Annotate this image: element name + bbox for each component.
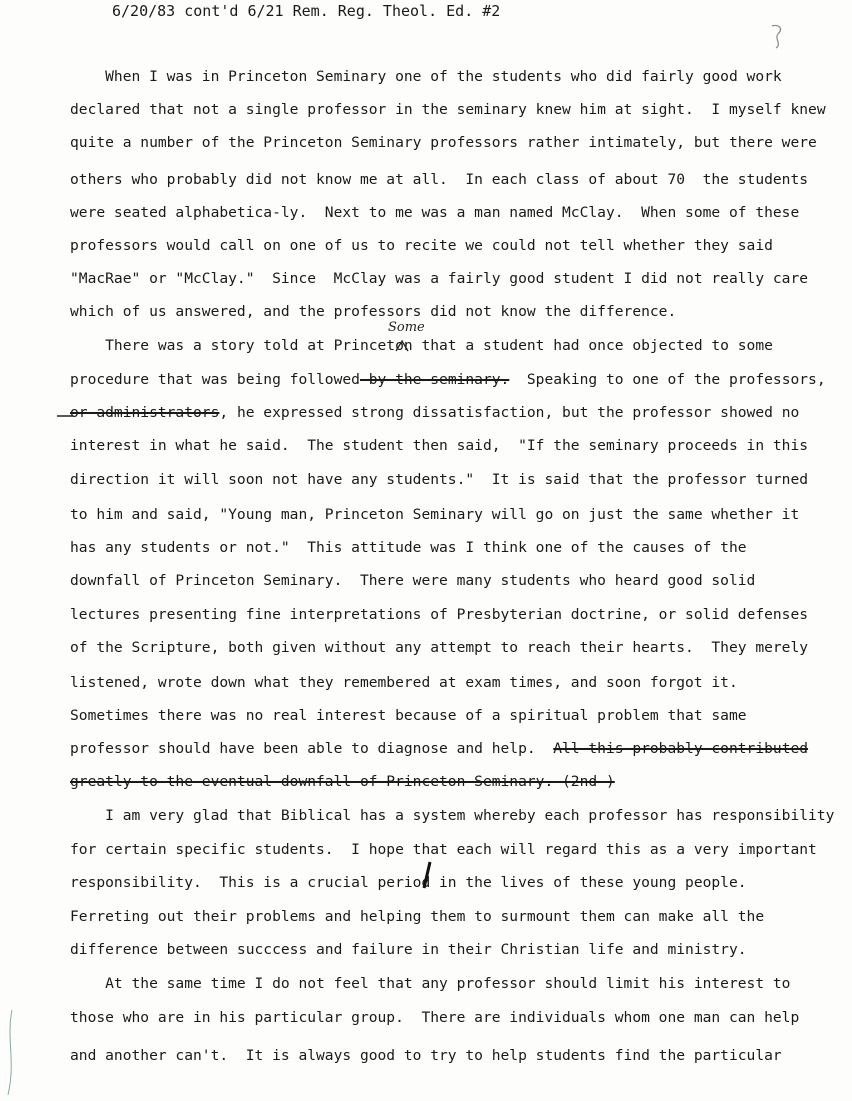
body-line: When I was in Princeton Seminary one of the students who did fairly good work: [70, 68, 782, 85]
body-line: were seated alphabetica-ly. Next to me was a man named McClay. When some of these: [70, 204, 800, 221]
body-line-struck: [70, 772, 615, 792]
body-line: professors would call on one of us to recite we could not tell whether they said: [70, 237, 773, 254]
body-line: has any students or not." This attitude was I think one of the causes of the: [70, 539, 747, 556]
text: Speaking to one of the professors,: [509, 371, 826, 388]
body-line: others who probably did not know me at all. In each class of about 70 the students: [70, 171, 809, 188]
body-line-with-strike: [70, 403, 799, 423]
body-line: lectures presenting fine interpretations of Presbyterian doctrine, or solid defenses: [70, 606, 809, 623]
body-line: declared that not a single professor in the seminary knew him at sight. I myself knew: [70, 101, 826, 118]
struck-text: greatly to the eventual downfall of Princeton Seminary. (2nd ): [70, 773, 615, 790]
handwritten-slash-mark: [420, 860, 434, 890]
body-line: interest in what he said. The student then said, "If the seminary proceeds in this: [70, 437, 809, 454]
page-header: 6/20/83 cont'd 6/21 Rem. Reg. Theol. Ed. #2: [112, 2, 501, 20]
struck-text: or administrators: [70, 404, 220, 421]
body-line: direction it will soon not have any students." It is said that the professor turned: [70, 471, 809, 488]
margin-mark: [2, 1000, 22, 1100]
body-line: to him and said, "Young man, Princeton Seminary will go on just the same whether it: [70, 506, 800, 523]
body-line: Ferreting out their problems and helping them to surmount them can make all the: [70, 908, 765, 925]
text: procedure that was being followed: [70, 371, 360, 388]
body-line: which of us answered, and the professors did not know the difference.: [70, 303, 677, 320]
strike-lead-mark: [55, 412, 75, 420]
body-line: and another can't. It is always good to try to help students find the particular: [70, 1047, 782, 1064]
struck-text: by the seminary.: [359, 371, 510, 388]
body-line: Sometimes there was no real interest because of a spiritual problem that same: [70, 707, 747, 724]
body-line: listened, wrote down what they remembered at exam times, and soon forgot it.: [70, 674, 738, 691]
text: professor should have been able to diagnose and help.: [70, 740, 554, 757]
body-line: responsibility. This is a crucial period in the lives of these young people.: [70, 874, 747, 891]
body-line: those who are in his particular group. There are individuals whom one man can help: [70, 1009, 800, 1026]
body-line-with-strike: [70, 370, 826, 390]
struck-text: All this probably contributed: [553, 740, 809, 757]
body-line: downfall of Princeton Seminary. There were many students who heard good solid: [70, 572, 756, 589]
handwritten-insert-some: Some: [388, 320, 425, 335]
caret-insert-mark: [392, 335, 412, 355]
body-line: At the same time I do not feel that any professor should limit his interest to: [70, 975, 791, 992]
body-line: for certain specific students. I hope that each will regard this as a very important: [70, 841, 817, 858]
body-line: There was a story told at Princeton that a student had once objected to some: [70, 337, 773, 354]
body-line: I am very glad that Biblical has a system whereby each professor has responsibility: [70, 807, 835, 824]
body-line: "MacRae" or "McClay." Since McClay was a fairly good student I did not really care: [70, 270, 809, 287]
body-line: difference between succcess and failure in their Christian life and ministry.: [70, 941, 747, 958]
body-line: of the Scripture, both given without any attempt to reach their hearts. They merely: [70, 639, 809, 656]
body-line: quite a number of the Princeton Seminary professors rather intimately, but there were: [70, 134, 817, 151]
page-corner-mark: [764, 22, 792, 52]
text: , he expressed strong dissatisfaction, but the professor showed no: [219, 404, 800, 421]
body-line-with-strike: [70, 739, 808, 759]
